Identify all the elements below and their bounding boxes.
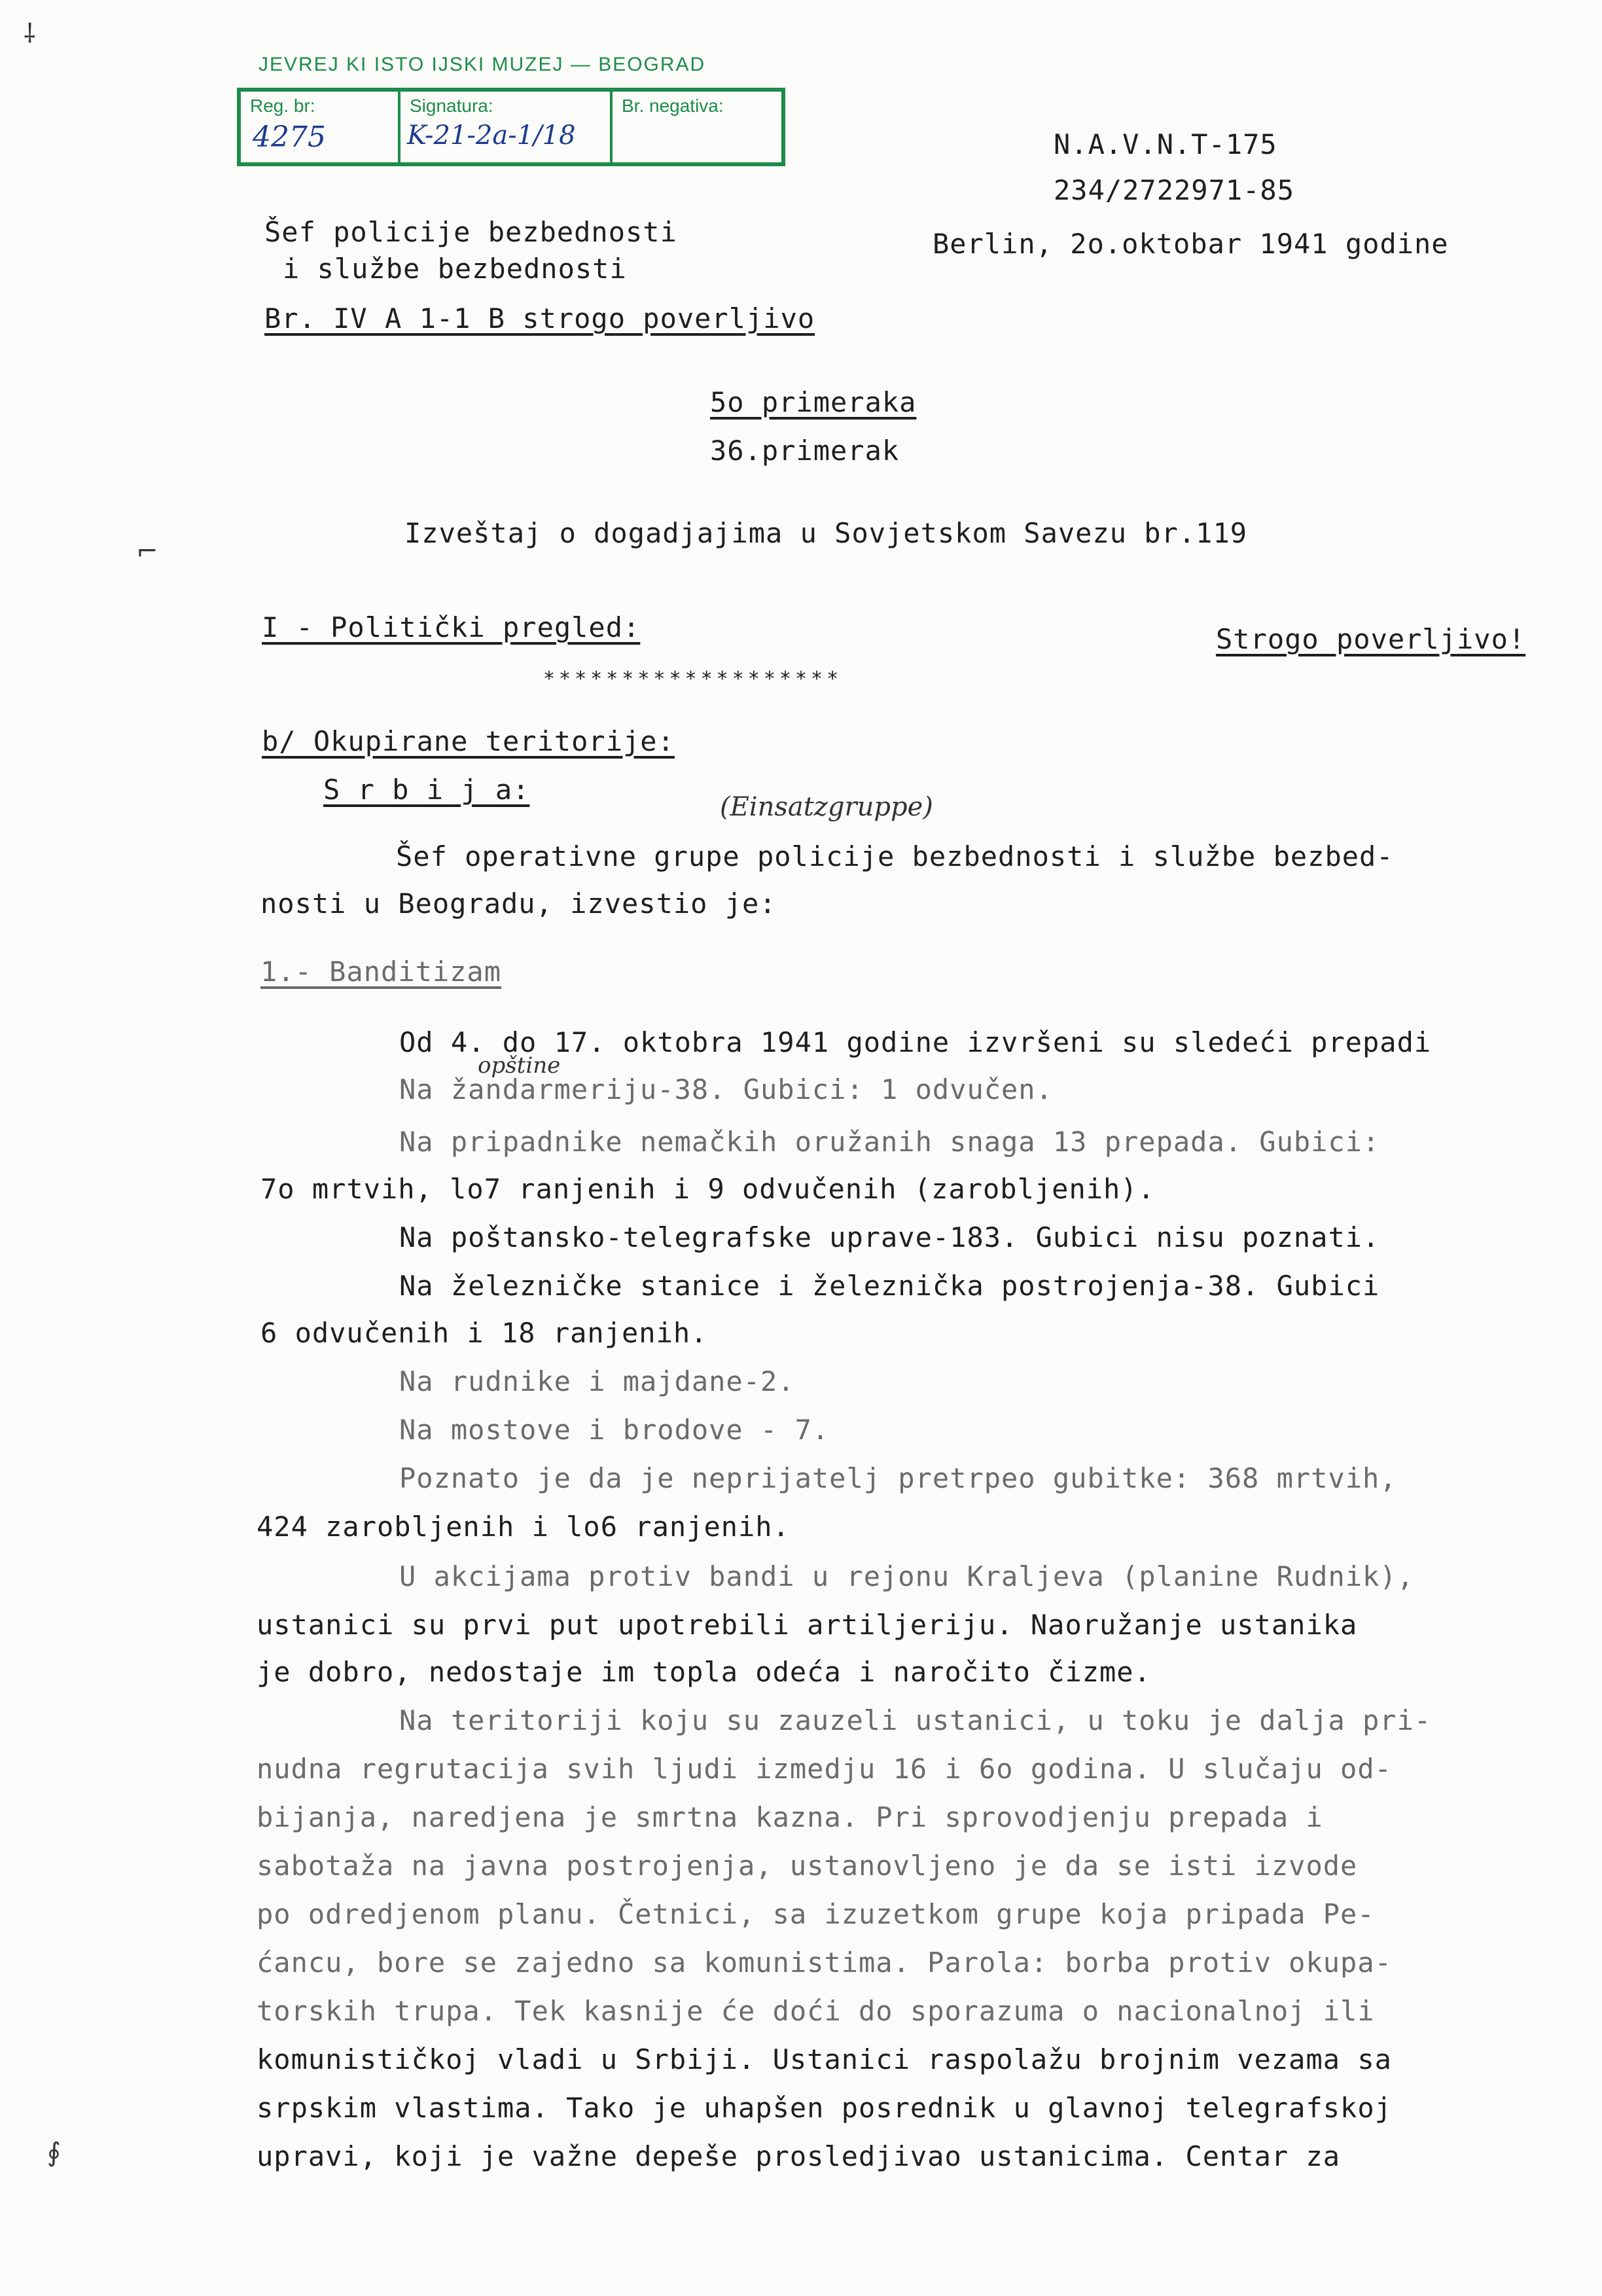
ref-line-2: 234/2722971-85 (1054, 174, 1295, 206)
intro-line-1: Šef operativne grupe policije bezbednosti i službe bezbed- (396, 840, 1394, 872)
body-line: sabotaža na javna postrojenja, ustanovljeno je da se isti izvode (257, 1850, 1358, 1882)
body-line: 424 zarobljenih i lo6 ranjenih. (257, 1511, 790, 1543)
body-line: U akcijama protiv bandi u rejonu Kraljeva (planine Rudnik), (399, 1560, 1414, 1592)
copy-number: 36.primerak (710, 435, 900, 467)
subsection-occupied-territories: b/ Okupirane teritorije: (262, 725, 675, 757)
museum-stamp (237, 88, 785, 166)
body-line: Na pripadnike nemačkih oružanih snaga 13 prepada. Gubici: (399, 1126, 1380, 1158)
margin-mark-middle: ⌐ (136, 537, 158, 567)
handwritten-annotation-opstine: opštine (478, 1052, 561, 1079)
sender-line-1: Šef policije bezbednosti (264, 216, 677, 248)
body-line: Na rudnike i majdane-2. (399, 1365, 795, 1397)
handwritten-annotation-einsatzgruppe: (Einsatzgruppe) (720, 792, 933, 822)
section-political-overview: I - Politički pregled: (262, 611, 641, 643)
intro-line-2: nosti u Beogradu, izvestio je: (260, 888, 777, 920)
body-line: komunističkoj vladi u Srbiji. Ustanici raspolažu brojnim vezama sa (257, 2043, 1392, 2075)
body-line: Poznato je da je neprijatelj pretrpeo gubitke: 368 mrtvih, (399, 1462, 1397, 1494)
stamp-negativ-label: Br. negativa: (622, 96, 724, 116)
body-line: je dobro, nedostaje im topla odeća i naročito čizme. (257, 1656, 1151, 1688)
body-line: srpskim vlastima. Tako je uhapšen posrednik u glavnoj telegrafskoj (257, 2092, 1392, 2124)
body-line: torskih trupa. Tek kasnije će doći do sporazuma o nacionalnoj ili (257, 1995, 1375, 2027)
sender-line-2: i službe bezbednosti (283, 253, 627, 285)
stamp-reg-value: 4275 (253, 120, 326, 154)
classification-mark: Strogo poverljivo! (1216, 623, 1526, 655)
stamp-signatura-label: Signatura: (410, 96, 493, 116)
body-line: Na poštansko-telegrafske uprave-183. Gubici nisu poznati. (399, 1221, 1380, 1253)
separator-stars: ******************* (543, 668, 843, 691)
stamp-reg-cell (241, 92, 400, 162)
stamp-reg-label: Reg. br: (250, 96, 315, 116)
body-line: 6 odvučenih i 18 ranjenih. (260, 1317, 708, 1349)
stamp-signatura-cell (400, 92, 613, 162)
body-line: ćancu, bore se zajedno sa komunistima. Parola: borba protiv okupa- (257, 1946, 1392, 1979)
body-line: Na železničke stanice i železnička postrojenja-38. Gubici (399, 1270, 1380, 1302)
body-line: nudna regrutacija svih ljudi izmedju 16 i 6o godina. U slučaju od- (257, 1753, 1392, 1785)
body-line: po odredjenom planu. Četnici, sa izuzetkom grupe koja pripada Pe- (257, 1898, 1375, 1930)
museum-stamp-title: JEVREJ KI ISTO IJSKI MUZEJ — BEOGRAD (258, 54, 706, 75)
heading-banditism: 1.- Banditizam (260, 956, 502, 988)
body-line: 7o mrtvih, lo7 ranjenih i 9 odvučenih (zarobljenih). (260, 1173, 1155, 1205)
body-line: upravi, koji je važne depeše prosledjivao ustanicima. Centar za (257, 2140, 1341, 2172)
margin-mark-top: ⸸ (24, 19, 36, 49)
body-line: Na mostove i brodove - 7. (399, 1414, 830, 1446)
copies-total: 5o primeraka (710, 386, 917, 418)
subsection-serbia: S r b i j a: (323, 774, 530, 806)
body-line: Od 4. do 17. oktobra 1941 godine izvršeni su sledeći prepadi (399, 1026, 1432, 1058)
document-date: Berlin, 2o.oktobar 1941 godine (933, 228, 1449, 260)
stamp-signatura-value: K-21-2a-1/18 (407, 120, 576, 151)
body-line: Na teritoriji koju su zauzeli ustanici, u toku je dalja pri- (399, 1704, 1432, 1736)
ref-line-1: N.A.V.N.T-175 (1054, 128, 1277, 160)
body-line: Na žandarmeriju-38. Gubici: 1 odvučen. (399, 1073, 1053, 1105)
body-line: ustanici su prvi put upotrebili artiljeriju. Naoružanje ustanika (257, 1609, 1358, 1641)
body-line: bijanja, naredjena je smrtna kazna. Pri sprovodjenju prepada i (257, 1801, 1323, 1833)
document-number: Br. IV A 1-1 B strogo poverljivo (264, 302, 815, 334)
margin-mark-bottom: ∮ (47, 2138, 61, 2168)
stamp-negativ-cell (613, 92, 781, 162)
report-title: Izveštaj o dogadjajima u Sovjetskom Savezu br.119 (404, 517, 1248, 549)
